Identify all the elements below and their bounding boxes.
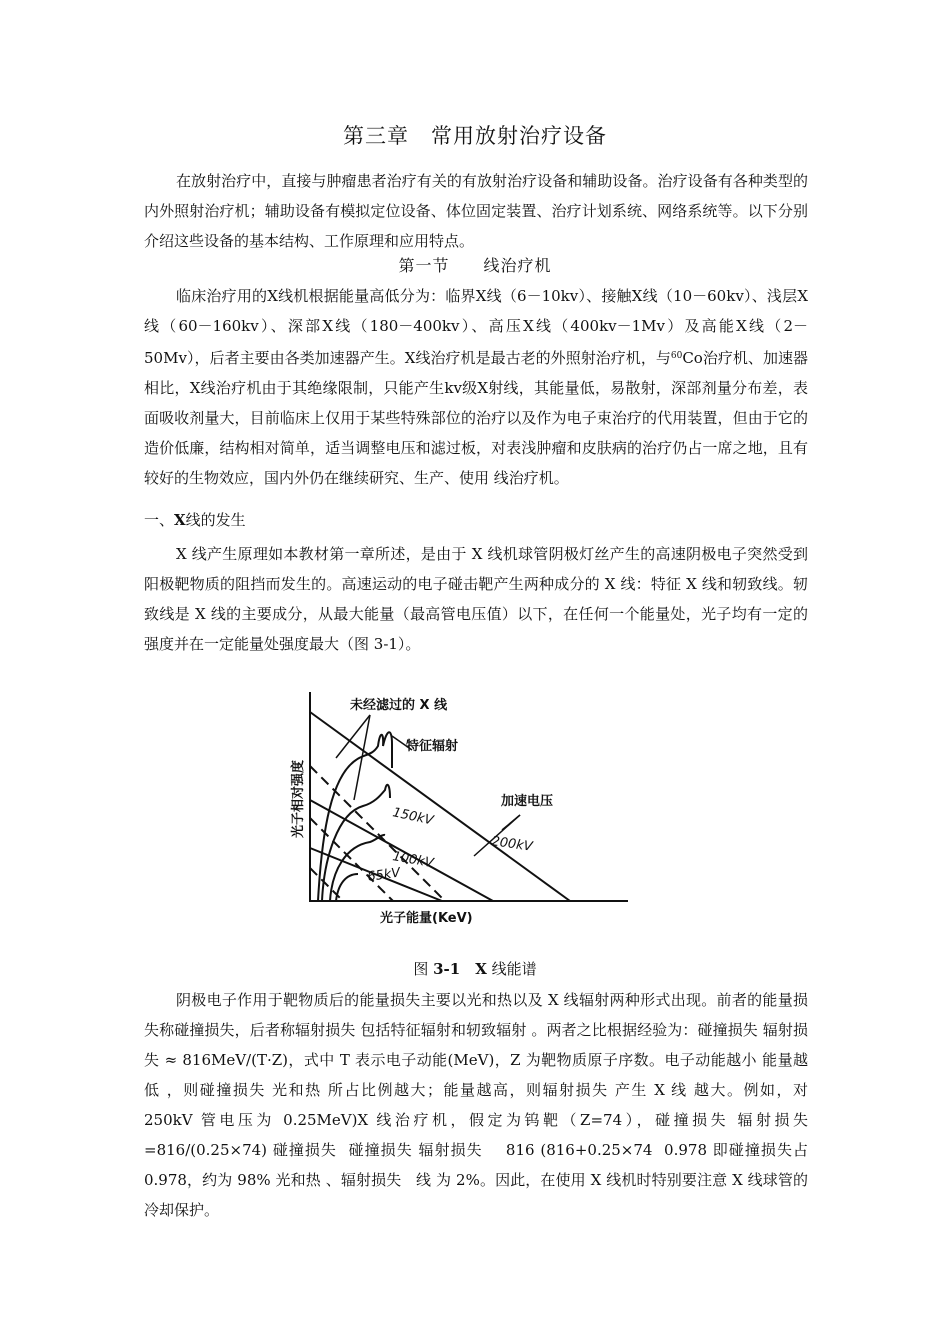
label-characteristic: 特征辐射: [406, 739, 459, 754]
figure-xray-spectrum: [288, 688, 628, 942]
caption-prefix: 图: [413, 960, 434, 978]
caption-rest: 线能谱: [486, 960, 537, 978]
paragraph-xray-generation: X 线产生原理如本教材第一章所述，是由于 X 线机球管阴极灯丝产生的高速阴极电子突然受到阳极靶物质的阻挡而发生的。高速运动的电子碰击靶产生两种成分的 X 线：特征 X 线和轫致线。轫致线是 X 线的主要成分，从最大能量（最高管电压值）以下，在任何一个能量处，光子均有一定的强度并在一定能量处强度最大（图 3-1）。: [144, 545, 808, 653]
subhead-prefix: 一、: [144, 511, 175, 529]
caption-x: X: [475, 960, 487, 978]
paragraph-energy-loss: 阴极电子作用于靶物质后的能量损失主要以光和热以及 X 线辐射两种形式出现。前者的能量损失称碰撞损失，后者称辐射损失 包括特征辐射和轫致辐射 。两者之比根据经验为：碰撞损失 辐射损失 ≈ 816MeV/(T·Z)，式中 T 表示电子动能(MeV)，Z 为靶物质原子序数。电子动能越小 能量越低 ，则碰撞损失 光和热 所占比例越大；能量越高，则辐射损失 产生 X 线 越大。例如，对 250kV 管电压为 0.25MeV)X 线治疗机，假定为钨靶（Z=74），碰撞损失 辐射损失=816/(0.25×74) 碰撞损失 碰撞损失 辐射损失 816 (816+0.25×74 0.978 即碰撞损失占 0.978，约为 98% 光和热 、辐射损失 线 为 2%。因此，在使用 X 线机时特别要注意 X 线球管的冷却保护。: [144, 991, 808, 1219]
dashed-line-unfiltered-3: [310, 868, 343, 901]
pointer-line-2: [502, 815, 520, 830]
figure-caption: [0, 958, 950, 979]
curve-label-200kv: 200kV: [490, 834, 534, 855]
label-voltage: 加速电压: [501, 794, 554, 809]
paragraph-text-part1: 临床治疗用的X线机根据能量高低分为：临界X线（6－10kv）、接触X线（10－60kv）、浅层X线（60－160kv）、深部X线（180－400kv）、高压X线（400kv－1Mv）及高能X线（2－50Mv），后者主要由各类加速器产生。X线治疗机是最古老的外照射治疗机，与: [144, 287, 808, 367]
y-axis-label: 光子相对强度: [291, 759, 306, 838]
superscript-60: 60: [670, 351, 683, 361]
curve-label-150kv: 150kV: [391, 805, 435, 829]
x-axis-label: 光子能量(KeV): [380, 911, 473, 926]
curve-label-65kv: 65kV: [366, 865, 402, 885]
caption-number: 3-1: [433, 960, 461, 978]
label-unfiltered: 未经滤过的 X 线: [350, 698, 448, 713]
subhead-bold: X: [174, 511, 186, 529]
paragraph-text-part2: Co治疗机、加速器相比，X线治疗机由于其绝缘限制，只能产生kv级X射线，其能量低，易散射，深部剂量分布差，表面吸收剂量大，目前临床上仅用于某些特殊部位的治疗以及作为电子束治疗的代用装置，但由于它的造价低廉，结构相对简单，适当调整电压和滤过板，对表浅肿瘤和皮肤病的治疗仍占一席之地，且有较好的生物效应，国内外仍在继续研究、生产、使用 线治疗机。: [144, 349, 808, 487]
pointer-line-5: [354, 715, 370, 800]
paragraph-xray-classification: [144, 281, 808, 493]
chapter-title: 第三章 常用放射治疗设备: [343, 124, 607, 148]
intro-paragraph: 在放射治疗中，直接与肿瘤患者治疗有关的有放射治疗设备和辅助设备。治疗设备有各种类型的内外照射治疗机；辅助设备有模拟定位设备、体位固定装置、治疗计划系统、网络系统等。以下分别介绍这些设备的基本结构、工作原理和应用特点。: [144, 172, 808, 250]
axes: [310, 692, 628, 901]
spectrum-diagram: [288, 688, 628, 938]
curve-label-100kv: 100kV: [391, 849, 435, 872]
subsection-heading: [144, 509, 246, 530]
section-title: 第一节 线治疗机: [398, 256, 552, 275]
subhead-rest: 线的发生: [185, 511, 246, 529]
